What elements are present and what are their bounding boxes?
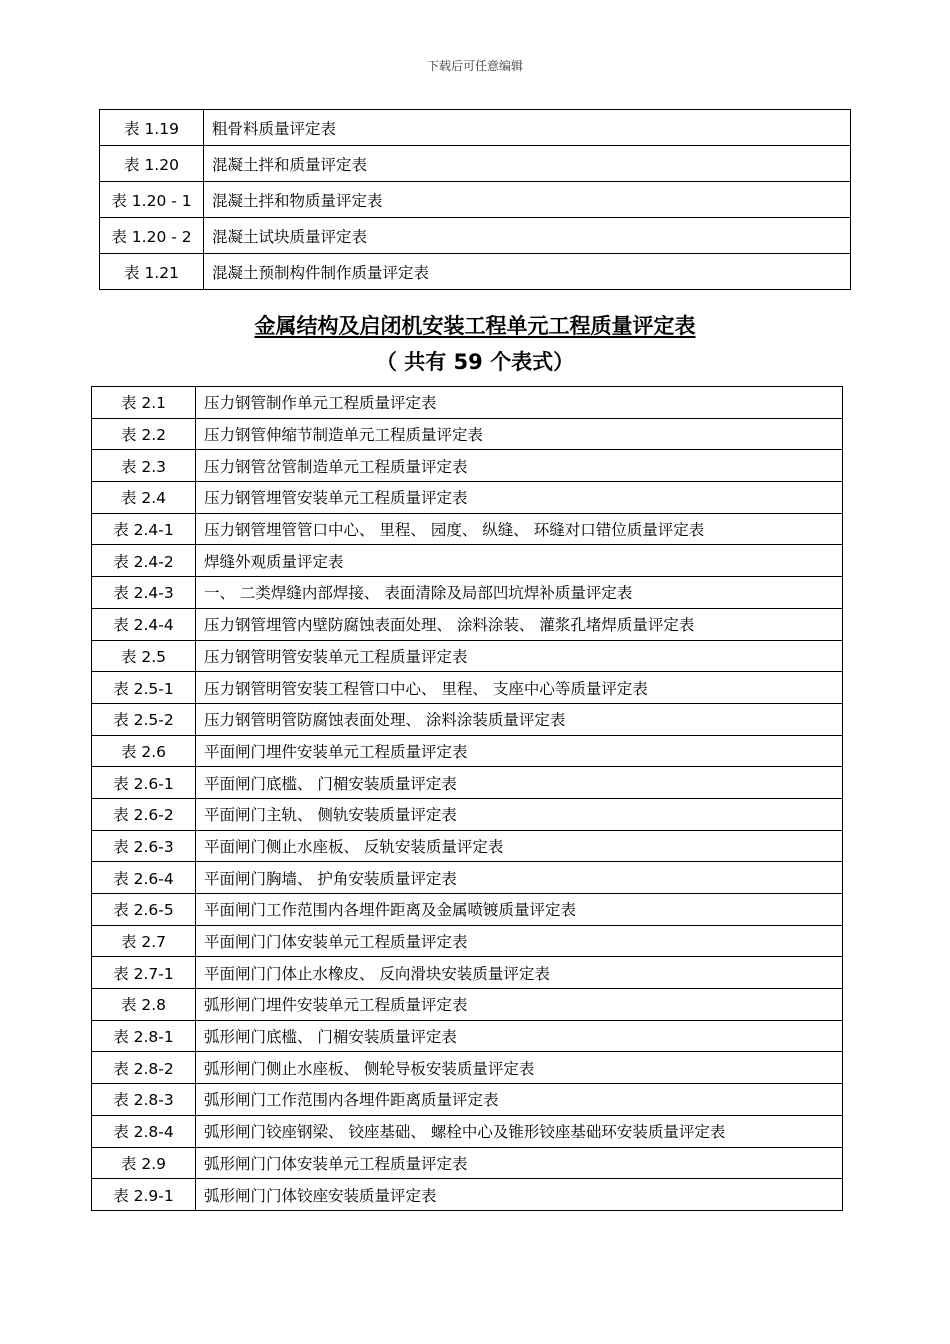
row-name: 压力钢管明管安装单元工程质量评定表 (196, 640, 843, 672)
table-row (92, 1084, 843, 1116)
row-name: 混凝土试块质量评定表 (204, 218, 851, 254)
section-subtitle: （ 共有 59 个表式） (375, 350, 575, 374)
table-row (92, 894, 843, 926)
table-row (92, 862, 843, 894)
table-row (100, 254, 851, 290)
row-code: 表 1.20 (100, 146, 204, 182)
section-title: 金属结构及启闭机安装工程单元工程质量评定表 (254, 314, 696, 338)
table-row (92, 577, 843, 609)
row-name: 平面闸门胸墙、 护角安装质量评定表 (196, 862, 843, 894)
row-code: 表 2.5 (92, 640, 196, 672)
row-name: 焊缝外观质量评定表 (196, 545, 843, 577)
row-name: 平面闸门门体止水橡皮、 反向滑块安装质量评定表 (196, 957, 843, 989)
row-name: 压力钢管明管安装工程管口中心、 里程、 支座中心等质量评定表 (196, 672, 843, 704)
row-name: 平面闸门工作范围内各埋件距离及金属喷镀质量评定表 (196, 894, 843, 926)
table-row (92, 1020, 843, 1052)
row-code: 表 2.8-3 (92, 1084, 196, 1116)
row-name: 压力钢管埋管内壁防腐蚀表面处理、 涂料涂装、 灌浆孔堵焊质量评定表 (196, 608, 843, 640)
table-row (92, 1147, 843, 1179)
table-row (92, 735, 843, 767)
row-name: 弧形闸门门体铰座安装质量评定表 (196, 1179, 843, 1211)
row-name: 弧形闸门门体安装单元工程质量评定表 (196, 1147, 843, 1179)
row-name: 弧形闸门埋件安装单元工程质量评定表 (196, 989, 843, 1021)
row-name: 平面闸门侧止水座板、 反轨安装质量评定表 (196, 830, 843, 862)
row-name: 弧形闸门底槛、 门楣安装质量评定表 (196, 1020, 843, 1052)
row-name: 平面闸门主轨、 侧轨安装质量评定表 (196, 798, 843, 830)
row-code: 表 2.9-1 (92, 1179, 196, 1211)
table-row (100, 110, 851, 146)
table-row (92, 703, 843, 735)
table-row (92, 387, 843, 419)
table-2 (91, 386, 843, 1211)
row-name: 弧形闸门铰座钢梁、 铰座基础、 螺栓中心及锥形铰座基础环安装质量评定表 (196, 1115, 843, 1147)
table-2-body (92, 387, 843, 1211)
table-row (92, 450, 843, 482)
row-code: 表 2.3 (92, 450, 196, 482)
table-row (100, 218, 851, 254)
table-row (100, 146, 851, 182)
row-code: 表 1.21 (100, 254, 204, 290)
row-name: 平面闸门底槛、 门楣安装质量评定表 (196, 767, 843, 799)
table-row (92, 767, 843, 799)
row-code: 表 2.6-1 (92, 767, 196, 799)
table-row (92, 1179, 843, 1211)
row-code: 表 2.7-1 (92, 957, 196, 989)
row-code: 表 2.6-5 (92, 894, 196, 926)
row-name: 粗骨料质量评定表 (204, 110, 851, 146)
row-name: 压力钢管伸缩节制造单元工程质量评定表 (196, 418, 843, 450)
row-code: 表 2.6-3 (92, 830, 196, 862)
table-row (92, 545, 843, 577)
row-code: 表 2.1 (92, 387, 196, 419)
row-name: 平面闸门门体安装单元工程质量评定表 (196, 925, 843, 957)
table-row (92, 830, 843, 862)
row-code: 表 2.5-2 (92, 703, 196, 735)
row-name: 压力钢管埋管安装单元工程质量评定表 (196, 482, 843, 514)
row-name: 平面闸门埋件安装单元工程质量评定表 (196, 735, 843, 767)
header-note: 下载后可任意编辑 (426, 59, 523, 73)
row-code: 表 2.5-1 (92, 672, 196, 704)
table-row (92, 1052, 843, 1084)
row-name: 一、 二类焊缝内部焊接、 表面清除及局部凹坑焊补质量评定表 (196, 577, 843, 609)
table-1-body (100, 110, 851, 290)
row-name: 压力钢管埋管管口中心、 里程、 园度、 纵缝、 环缝对口错位质量评定表 (196, 513, 843, 545)
row-code: 表 2.4 (92, 482, 196, 514)
row-name: 压力钢管明管防腐蚀表面处理、 涂料涂装质量评定表 (196, 703, 843, 735)
row-name: 混凝土预制构件制作质量评定表 (204, 254, 851, 290)
row-name: 压力钢管制作单元工程质量评定表 (196, 387, 843, 419)
table-row (100, 182, 851, 218)
row-name: 混凝土拌和质量评定表 (204, 146, 851, 182)
row-code: 表 2.8 (92, 989, 196, 1021)
row-name: 压力钢管岔管制造单元工程质量评定表 (196, 450, 843, 482)
row-code: 表 2.4-2 (92, 545, 196, 577)
table-row (92, 513, 843, 545)
row-code: 表 2.4-1 (92, 513, 196, 545)
row-name: 弧形闸门工作范围内各埋件距离质量评定表 (196, 1084, 843, 1116)
row-code: 表 2.4-4 (92, 608, 196, 640)
row-code: 表 1.20 - 2 (100, 218, 204, 254)
table-row (92, 1115, 843, 1147)
row-code: 表 2.6-4 (92, 862, 196, 894)
row-code: 表 2.6 (92, 735, 196, 767)
table-row (92, 608, 843, 640)
row-code: 表 2.8-1 (92, 1020, 196, 1052)
row-code: 表 2.9 (92, 1147, 196, 1179)
row-name: 弧形闸门侧止水座板、 侧轮导板安装质量评定表 (196, 1052, 843, 1084)
table-row (92, 418, 843, 450)
table-1 (99, 109, 851, 290)
table-row (92, 957, 843, 989)
row-name: 混凝土拌和物质量评定表 (204, 182, 851, 218)
row-code: 表 1.19 (100, 110, 204, 146)
row-code: 表 2.8-4 (92, 1115, 196, 1147)
row-code: 表 2.7 (92, 925, 196, 957)
table-row (92, 798, 843, 830)
row-code: 表 2.2 (92, 418, 196, 450)
table-row (92, 672, 843, 704)
table-row (92, 989, 843, 1021)
row-code: 表 2.4-3 (92, 577, 196, 609)
table-row (92, 640, 843, 672)
row-code: 表 2.8-2 (92, 1052, 196, 1084)
row-code: 表 1.20 - 1 (100, 182, 204, 218)
table-row (92, 482, 843, 514)
row-code: 表 2.6-2 (92, 798, 196, 830)
table-row (92, 925, 843, 957)
